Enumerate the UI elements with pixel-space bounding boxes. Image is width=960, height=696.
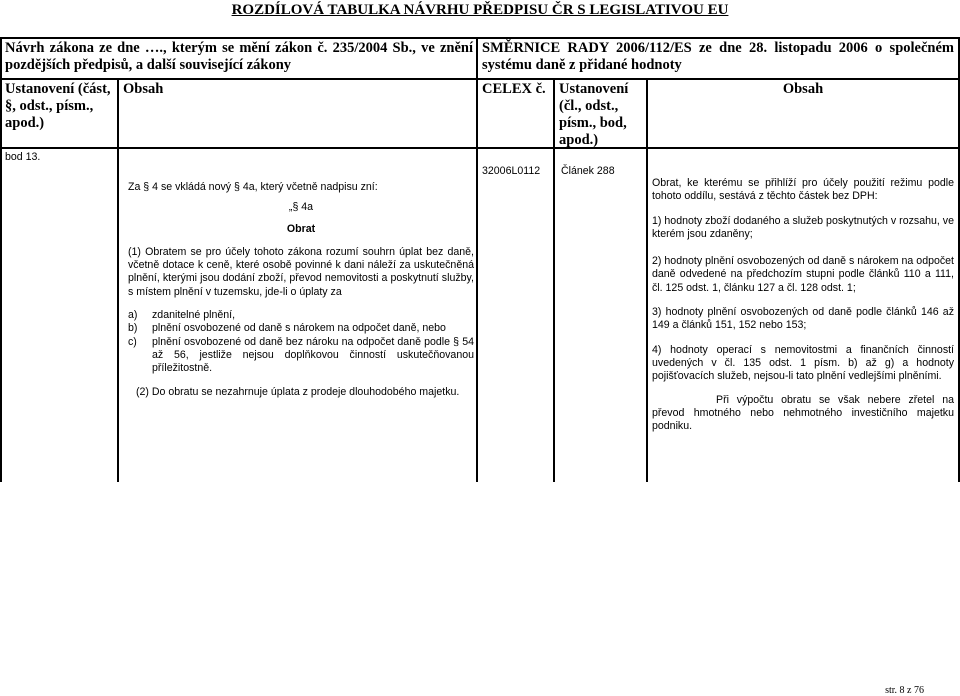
paragraph-1: (1) Obratem se pro účely tohoto zákona rozumí souhrn úplat bez daně, včetně dotace k ceně, které osobě povinné k dani náleží za uskutečněná plnění, kterými jsou dodání zboží, převod nemovitosti a poskytnutí služby, s místem plnění v tuzemsku, jde-li o úplaty za	[128, 245, 474, 298]
page-title: ROZDÍLOVÁ TABULKA NÁVRHU PŘEDPISU ČR S LEGISLATIVOU EU	[231, 2, 729, 18]
list-item: c) plnění osvobozené od daně bez nároku na odpočet daně podle § 54 až 56, jestliže nejsou doplňkovou činností uskutečňovanou příležitostně.	[128, 335, 474, 375]
eu-intro: Obrat, ke kterému se přihlíží pro účely použití režimu podle tohoto oddílu, sestává z těchto částek bez DPH:	[652, 177, 954, 203]
eu-directive-heading: SMĚRNICE RADY 2006/112/ES ze dne 28. listopadu 2006 o společném systému daně z přidané hodnoty	[482, 40, 954, 73]
column-header-content-eu: Obsah	[782, 81, 824, 97]
paragraph-2: (2) Do obratu se nezahrnuje úplata z prodeje dlouhodobého majetku.	[136, 385, 460, 398]
table-top-border	[0, 37, 960, 39]
page-number: str. 8 z 76	[885, 685, 924, 696]
column-header-content-cz: Obsah	[123, 81, 164, 97]
section-mark: „§ 4a	[288, 201, 314, 214]
content-eu	[652, 177, 954, 433]
content-cz	[128, 181, 474, 399]
eu-note: Při výpočtu obratu se však nebere zřetel na převod hmotného nebo nehmotného investičního majetku podniku.	[652, 393, 954, 433]
header-bottom-border	[0, 78, 960, 80]
divider-celex-provision	[553, 78, 555, 482]
table-left-border	[0, 37, 2, 482]
provision-eu: Článek 288	[561, 165, 615, 177]
divider-provision-content-eu	[646, 78, 648, 482]
column-header-celex: CELEX č.	[482, 81, 546, 97]
column-header-bottom-border	[0, 147, 960, 149]
eu-item: 2) hodnoty plnění osvobozených od daně s nárokem na odpočet daně odvedené na předchozím stupni podle článků 110 a 111, čl. 125 odst. 1, článku 127 a čl. 128 odst. 1;	[652, 255, 954, 294]
column-header-provision-eu: Ustanovení (čl., odst., písm., bod, apod.)	[559, 81, 629, 148]
list-item: a) zdanitelné plnění,	[128, 309, 236, 322]
amendment-intro: Za § 4 se vkládá nový § 4a, který včetně nadpisu zní:	[128, 181, 378, 193]
eu-item: 1) hodnoty zboží dodaného a služeb poskytnutých v rozsahu, ve kterém jsou zdaněny;	[652, 214, 954, 240]
eu-item: 3) hodnoty plnění osvobozených od daně podle článků 146 až 149 a článků 151, 152 nebo 153;	[652, 306, 954, 332]
divider-cz-eu	[476, 37, 478, 482]
item-list	[128, 309, 474, 375]
celex-number: 32006L0112	[482, 165, 541, 177]
provision-cz: bod 13.	[5, 151, 41, 163]
eu-item: 4) hodnoty operací s nemovitostmi a finančních činností uvedených v čl. 135 odst. 1 písm. b) až g) a hodnoty pojišťovacích služeb, nejsou-li tato plnění vedlejšími plněními.	[652, 343, 954, 383]
column-header-provision-cz: Ustanovení (část, §, odst., písm., apod.)	[5, 81, 111, 131]
draft-law-heading: Návrh zákona ze dne …., kterým se mění zákon č. 235/2004 Sb., ve znění pozdějších předpisů, a další související zákony	[5, 40, 473, 73]
section-title: Obrat	[286, 222, 316, 235]
list-item: b) plnění osvobozené od daně s nárokem na odpočet daně, nebo	[128, 322, 446, 335]
divider-provision-content	[117, 78, 119, 482]
